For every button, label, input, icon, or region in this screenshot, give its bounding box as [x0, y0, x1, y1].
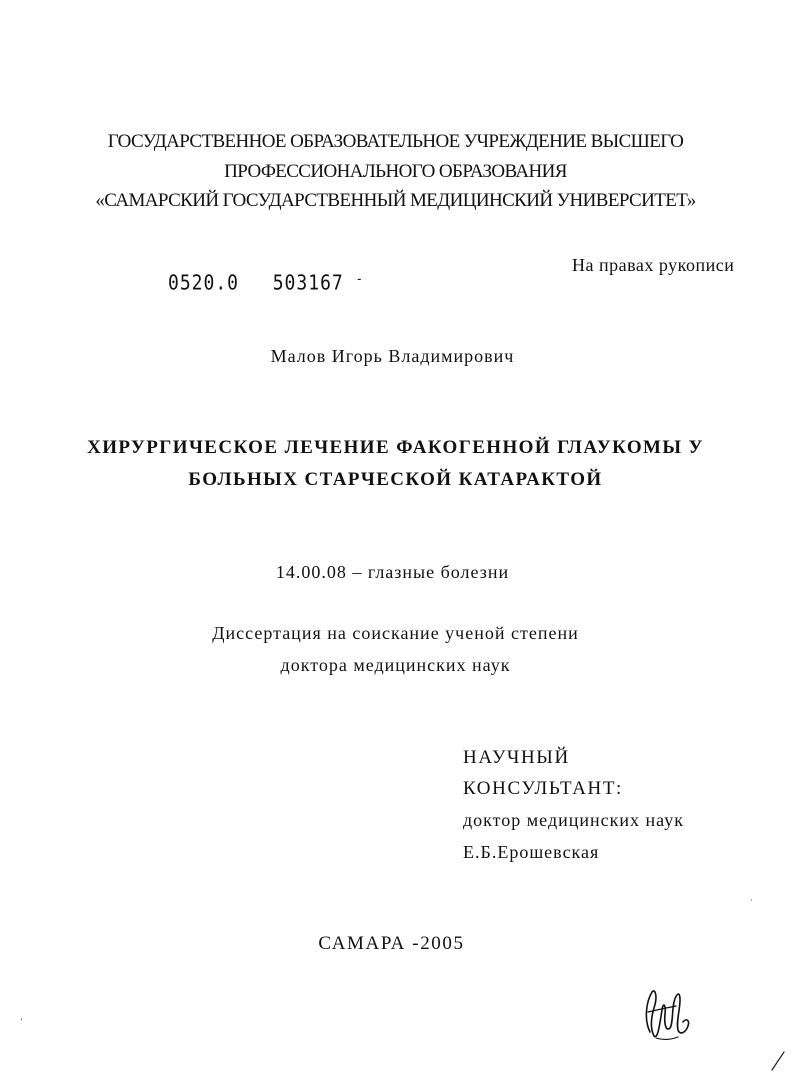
institution-line-2: ПРОФЕССИОНАЛЬНОГО ОБРАЗОВАНИЯ	[224, 161, 567, 182]
consultant-heading-2: КОНСУЛЬТАНТ:	[463, 778, 623, 799]
registration-number-mark: -	[355, 271, 364, 288]
scan-dot-mark: ·	[750, 896, 753, 905]
dissertation-line-2: доктора медицинских наук	[280, 655, 511, 675]
registration-number-part1: 0520.0	[168, 271, 240, 296]
registration-number-part2: 503167	[272, 271, 344, 296]
consultant-heading-1: НАУЧНЫЙ	[463, 747, 570, 768]
dissertation-line-1: Диссертация на соискание ученой степени	[212, 623, 579, 643]
signature-image	[636, 982, 696, 1044]
consultant-degree: доктор медицинских наук	[463, 810, 684, 830]
specialty: 14.00.08 – глазные болезни	[275, 562, 510, 582]
scan-tick-mark: ʼ	[20, 1018, 23, 1028]
city-year: САМАРА -2005	[318, 933, 465, 954]
author-name: Малов Игорь Владимирович	[270, 346, 515, 366]
institution-line-1: ГОСУДАРСТВЕННОЕ ОБРАЗОВАТЕЛЬНОЕ УЧРЕЖДЕНИЕ ВЫСШЕГО	[107, 131, 684, 152]
registration-number	[168, 271, 364, 295]
consultant-name: Е.Б.Ерошевская	[463, 842, 600, 862]
title-line-1: ХИРУРГИЧЕСКОЕ ЛЕЧЕНИЕ ФАКОГЕННОЙ ГЛАУКОМЫ У	[87, 437, 704, 458]
title-line-2: БОЛЬНЫХ СТАРЧЕСКОЙ КАТАРАКТОЙ	[188, 469, 603, 490]
institution-line-3: «САМАРСКИЙ ГОСУДАРСТВЕННЫЙ МЕДИЦИНСКИЙ УНИВЕРСИТЕТ»	[95, 190, 696, 211]
corner-slash-mark	[770, 1050, 786, 1072]
rights-note: На правах рукописи	[572, 255, 735, 275]
